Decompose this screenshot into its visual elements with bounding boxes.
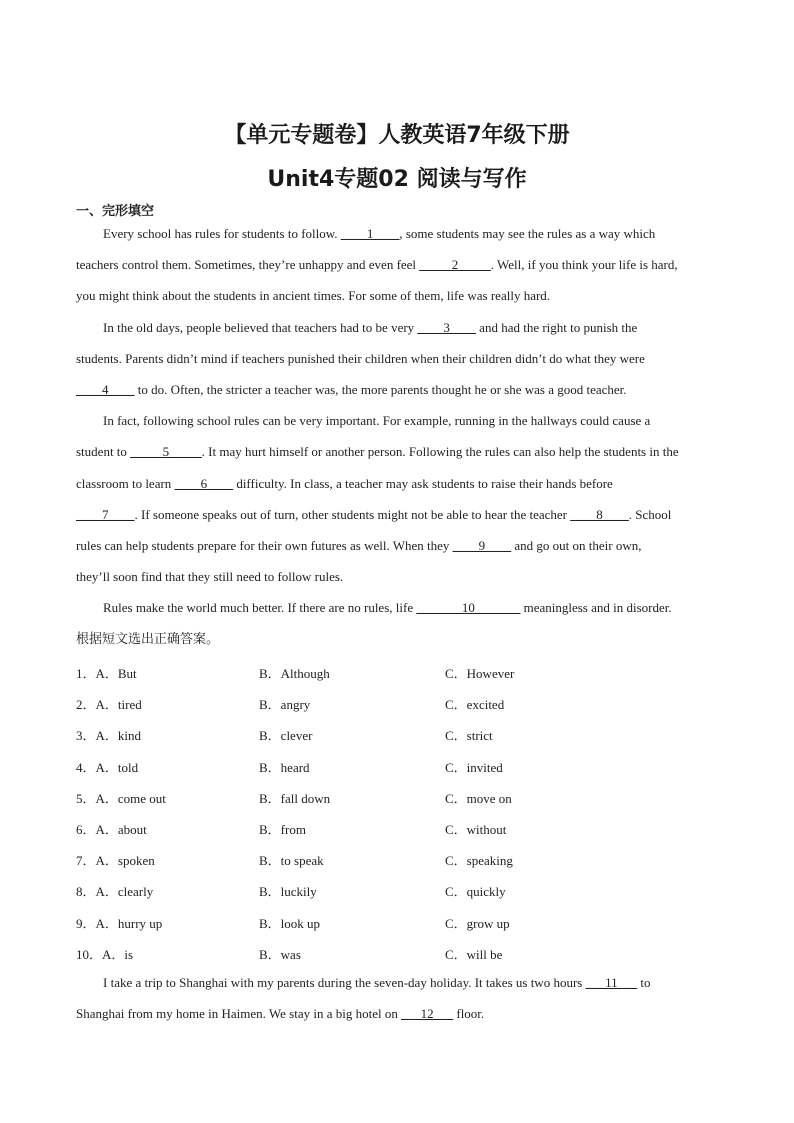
- option-a: 1．A．But: [76, 666, 137, 681]
- text: rules can help students prepare for their own futures as well. When they: [76, 538, 453, 553]
- passage-line: [76, 382, 627, 398]
- text: . It may hurt himself or another person. Following the rules can also help the students in the: [201, 444, 679, 459]
- blank-12: ___12___: [401, 1006, 454, 1021]
- option-b: B．Although: [259, 666, 330, 681]
- option-c: C．will be: [445, 947, 503, 962]
- option-c: C．excited: [445, 697, 505, 712]
- option-b: B．look up: [259, 916, 321, 931]
- option-a: 10．A．is: [76, 947, 134, 962]
- text: . School: [628, 507, 672, 522]
- text: to: [637, 975, 651, 990]
- option-b: B．was: [259, 947, 301, 962]
- option-c: C．invited: [445, 760, 503, 775]
- option-row: [76, 944, 716, 962]
- option-row: [76, 757, 716, 775]
- option-b: B．heard: [259, 760, 310, 775]
- passage-line: [76, 538, 641, 554]
- option-b: B．clever: [259, 728, 313, 743]
- option-a: 2．A．tired: [76, 697, 142, 712]
- text: Shanghai from my home in Haimen. We stay in a big hotel on: [76, 1006, 402, 1021]
- option-a: 6．A．about: [76, 822, 147, 837]
- passage-line: [76, 1006, 484, 1022]
- text: . If someone speaks out of turn, other students might not be able to hear the teacher: [134, 507, 571, 522]
- text: meaningless and in disorder.: [520, 600, 672, 615]
- passage-line: [103, 226, 655, 242]
- blank-2: _____2_____: [419, 257, 491, 272]
- option-row: [76, 850, 716, 868]
- option-row: [76, 881, 716, 899]
- document-subtitle: Unit4专题02 阅读与写作: [267, 167, 527, 192]
- text: and go out on their own,: [511, 538, 642, 553]
- option-b: B．to speak: [259, 853, 324, 868]
- text: classroom to learn: [76, 476, 175, 491]
- passage-line: [103, 600, 672, 616]
- instruction-text: 根据短文选出正确答案。: [76, 632, 220, 647]
- option-a: 8．A．clearly: [76, 884, 154, 899]
- text: Every school has rules for students to follow.: [103, 226, 341, 241]
- option-a: 3．A．kind: [76, 728, 142, 743]
- text: Rules make the world much better. If there are no rules, life: [103, 600, 417, 615]
- option-a: 5．A．come out: [76, 791, 166, 806]
- blank-3: ____3____: [417, 320, 476, 335]
- passage-line: [76, 444, 679, 460]
- option-c: C．However: [445, 666, 515, 681]
- option-row: [76, 913, 716, 931]
- passage-line: [103, 320, 637, 336]
- text: In the old days, people believed that teachers had to be very: [103, 320, 418, 335]
- text: student to: [76, 444, 131, 459]
- option-b: B．angry: [259, 697, 311, 712]
- option-b: B．luckily: [259, 884, 317, 899]
- text: floor.: [453, 1006, 485, 1021]
- option-c: C．without: [445, 822, 507, 837]
- blank-11: ___11___: [585, 975, 638, 990]
- option-b: B．fall down: [259, 791, 331, 806]
- text: difficulty. In class, a teacher may ask students to raise their hands before: [233, 476, 613, 491]
- option-row: [76, 725, 716, 743]
- text: and had the right to punish the: [475, 320, 638, 335]
- option-a: 7．A．spoken: [76, 853, 155, 868]
- option-row: [76, 663, 716, 681]
- text: teachers control them. Sometimes, they’re unhappy and even feel: [76, 257, 420, 272]
- option-row: [76, 788, 716, 806]
- option-row: [76, 694, 716, 712]
- option-c: C．quickly: [445, 884, 506, 899]
- option-row: [76, 819, 716, 837]
- passage-line: [103, 975, 651, 991]
- blank-1: ____1____: [340, 226, 400, 241]
- text: I take a trip to Shanghai with my parents during the seven-day holiday. It takes us two hours: [103, 975, 586, 990]
- blank-9: ____9____: [452, 538, 512, 553]
- text: . Well, if you think your life is hard,: [490, 257, 678, 272]
- section-heading: 一、完形填空: [76, 204, 155, 219]
- option-a: 9．A．hurry up: [76, 916, 163, 931]
- blank-10: _______10_______: [416, 600, 521, 615]
- option-c: C．grow up: [445, 916, 510, 931]
- option-b: B．from: [259, 822, 306, 837]
- document-title: 【单元专题卷】人教英语7年级下册: [224, 123, 570, 148]
- passage-line: you might think about the students in ancient times. For some of them, life was really hard.: [76, 288, 551, 303]
- blank-6: ____6____: [174, 476, 234, 491]
- passage-line: [76, 257, 678, 273]
- text: to do. Often, the stricter a teacher was, the more parents thought he or she was a good teacher.: [134, 382, 627, 397]
- passage-line: students. Parents didn’t mind if teachers punished their children when their children didn’t do what they were: [76, 351, 645, 366]
- blank-4: ____4____: [76, 382, 135, 397]
- passage-line: In fact, following school rules can be very important. For example, running in the hallways could cause a: [103, 413, 651, 428]
- option-a: 4．A．told: [76, 760, 139, 775]
- passage-line: [76, 476, 613, 492]
- blank-5: _____5_____: [130, 444, 202, 459]
- option-c: C．strict: [445, 728, 493, 743]
- option-c: C．move on: [445, 791, 512, 806]
- text: , some students may see the rules as a way which: [399, 226, 656, 241]
- passage-line: [76, 507, 671, 523]
- passage-line: they’ll soon find that they still need to follow rules.: [76, 569, 344, 584]
- blank-7: ____7____: [76, 507, 135, 522]
- blank-8: ____8____: [570, 507, 629, 522]
- option-c: C．speaking: [445, 853, 513, 868]
